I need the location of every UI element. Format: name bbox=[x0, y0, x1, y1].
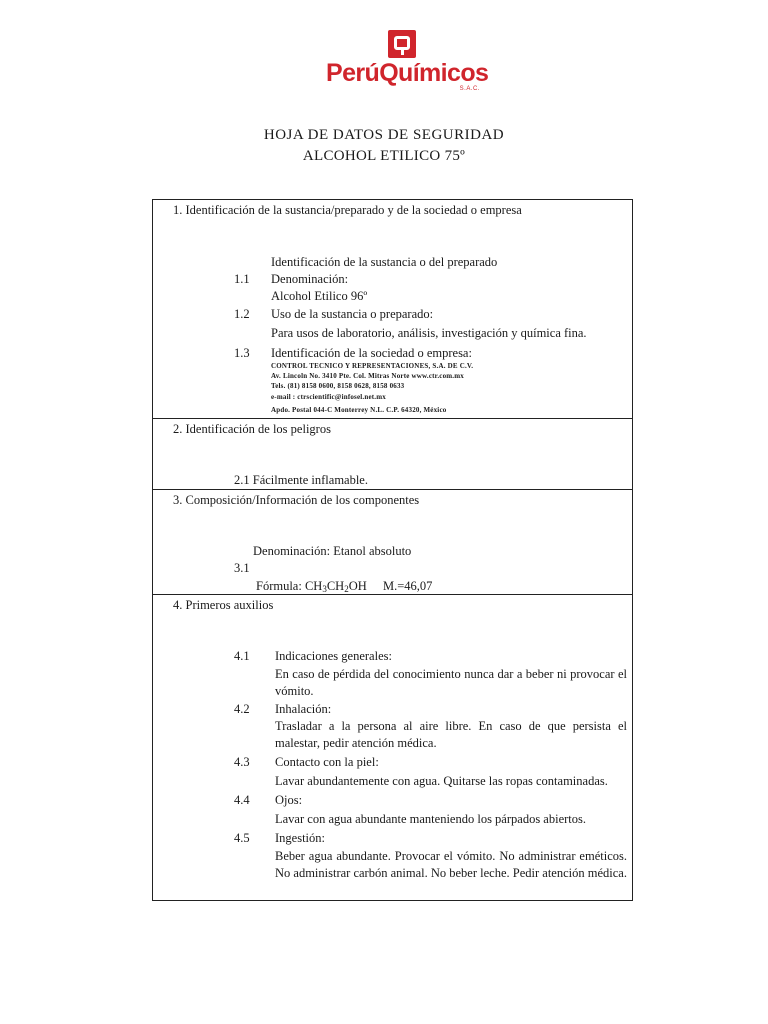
item-value: Alcohol Etilico 96º bbox=[271, 289, 368, 303]
item-value: 2.1 Fácilmente inflamable. bbox=[234, 473, 368, 487]
item-value: Trasladar a la persona al aire libre. En caso de que persista el malestar, pedir atención médica. bbox=[275, 719, 627, 750]
company-po-box: Apdo. Postal 044-C Monterrey N.L. C.P. 64320, México bbox=[271, 406, 447, 414]
document-subtitle: ALCOHOL ETILICO 75º bbox=[302, 148, 466, 164]
item-number: 1.3 bbox=[234, 346, 250, 360]
logo-suffix: S.A.C. bbox=[459, 86, 480, 92]
item-number: 1.2 bbox=[234, 307, 250, 321]
molar-mass: M.=46,07 bbox=[383, 579, 433, 593]
row-divider bbox=[152, 418, 633, 419]
company-phones: Tels. (81) 8158 0600, 8158 0628, 8158 0633 bbox=[271, 382, 405, 390]
item-label: Uso de la sustancia o preparado: bbox=[271, 307, 434, 321]
item-label: Contacto con la piel: bbox=[275, 755, 379, 769]
item-number: 4.3 bbox=[234, 755, 250, 769]
item-number: 4.1 bbox=[234, 649, 250, 663]
section-heading-identification: 1. Identificación de la sustancia/preparado y de la sociedad o empresa bbox=[173, 203, 522, 217]
item-value: Beber agua abundante. Provocar el vómito. No administrar eméticos. No administrar carbón animal. No beber leche. Pedir atención médica. bbox=[275, 849, 627, 880]
item-value: Lavar con agua abundante manteniendo los párpados abiertos. bbox=[275, 812, 586, 826]
item-number: 1.1 bbox=[234, 272, 250, 286]
item-number: 3.1 bbox=[234, 561, 250, 575]
item-value: En caso de pérdida del conocimiento nunca dar a beber ni provocar el vómito. bbox=[275, 667, 627, 698]
logo-wordmark: PerúQuímicos bbox=[326, 59, 489, 87]
item-value: Para usos de laboratorio, análisis, investigación y química fina. bbox=[271, 326, 587, 340]
item-label: Denominación: bbox=[271, 272, 349, 286]
section-heading-first-aid: 4. Primeros auxilios bbox=[173, 598, 274, 612]
item-value: Lavar abundantemente con agua. Quitarse las ropas contaminadas. bbox=[275, 774, 608, 788]
company-email: e-mail : ctrscientific@infosel.net.mx bbox=[271, 393, 386, 401]
row-divider bbox=[152, 489, 633, 490]
section-subheading: Identificación de la sustancia o del preparado bbox=[271, 255, 498, 269]
item-number: 4.4 bbox=[234, 793, 250, 807]
document-title: HOJA DE DATOS DE SEGURIDAD bbox=[263, 127, 505, 143]
company-name: CONTROL TECNICO Y REPRESENTACIONES, S.A. DE C.V. bbox=[271, 362, 474, 370]
row-divider bbox=[152, 594, 633, 595]
section-heading-composition: 3. Composición/Información de los componentes bbox=[173, 493, 420, 507]
logo-mark-icon bbox=[388, 30, 416, 58]
item-label: Indicaciones generales: bbox=[275, 649, 392, 663]
company-logo bbox=[326, 30, 489, 92]
item-label: Ojos: bbox=[275, 793, 303, 807]
item-number: 4.2 bbox=[234, 702, 250, 716]
chemical-formula: Fórmula: $CH_3CH_2OH$ bbox=[256, 579, 367, 594]
item-number: 4.5 bbox=[234, 831, 250, 845]
section-heading-hazards: 2. Identificación de los peligros bbox=[173, 422, 331, 436]
item-label: Ingestión: bbox=[275, 831, 325, 845]
item-label: Denominación: Etanol absoluto bbox=[253, 544, 412, 558]
company-address: Av. Lincoln No. 3410 Pte. Col. Mitras Norte www.ctr.com.mx bbox=[271, 372, 464, 380]
item-label: Identificación de la sociedad o empresa: bbox=[271, 346, 472, 360]
item-label: Inhalación: bbox=[275, 702, 332, 716]
